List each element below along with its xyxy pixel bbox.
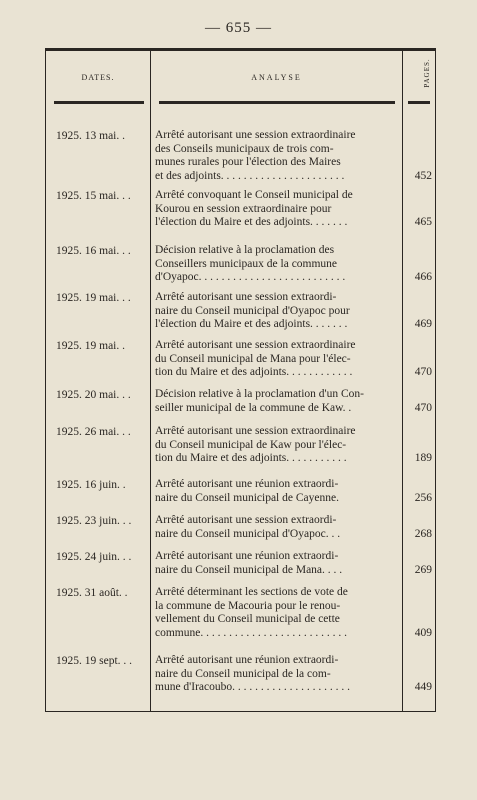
entry-analysis-line: mune d'Iracoubo. . . . . . . . . . . . . . . . . . . . .: [155, 681, 350, 694]
entry-analysis: [155, 244, 395, 285]
entry-analysis-line: seiller municipal de la commune de Kaw. .: [155, 401, 352, 414]
entry-analysis-line: Arrêté autorisant une session extraordinaire: [155, 339, 356, 351]
entry-date: 1925. 19 mai. .: [56, 340, 125, 352]
entry-analysis-line: commune. . . . . . . . . . . . . . . . . . . . . . . . . .: [155, 626, 347, 639]
header-analyse: ANALYSE: [251, 73, 302, 82]
entry-date: 1925. 13 mai. .: [56, 130, 125, 142]
entry-analysis: [155, 425, 395, 466]
entry-analysis-line: vellement du Conseil municipal de cette: [155, 613, 340, 626]
entry-analysis-line: naire du Conseil municipal d'Oyapoc. . .: [155, 527, 341, 540]
entry-analysis: [155, 129, 395, 183]
header-pages: PAGES.: [423, 58, 431, 88]
entry-date: 1925. 26 mai. . .: [56, 426, 131, 438]
header-rule: [408, 101, 430, 104]
entry-page: 452: [414, 169, 432, 182]
entry-page: 466: [414, 271, 432, 284]
entry-page: 409: [414, 626, 432, 639]
entry-analysis-line: naire du Conseil municipal de Mana. . . .: [155, 563, 343, 576]
entry-analysis-line: des Conseils municipaux de trois com-: [155, 142, 334, 155]
entry-date: 1925. 31 août. .: [56, 587, 128, 599]
entry-analysis: [155, 586, 395, 640]
entry-analysis-line: du Conseil municipal de Mana pour l'élec-: [155, 352, 351, 365]
entry-analysis: [155, 654, 395, 695]
entry-page: 189: [414, 452, 432, 465]
entry-analysis-line: et des adjoints. . . . . . . . . . . . . . . . . . . . . .: [155, 169, 345, 182]
entry-analysis-line: Arrêté autorisant une réunion extraordi-: [155, 654, 339, 666]
entry-analysis: [155, 189, 395, 230]
entry-analysis-line: Arrêté autorisant une réunion extraordi-: [155, 478, 339, 490]
entry-analysis-line: naire du Conseil municipal de Cayenne.: [155, 491, 339, 504]
entry-analysis: [155, 291, 395, 332]
entry-analysis-line: naire du Conseil municipal de la com-: [155, 667, 331, 680]
entry-page: 470: [414, 366, 432, 379]
entry-date: 1925. 19 mai. . .: [56, 292, 131, 304]
entry-analysis-line: d'Oyapoc. . . . . . . . . . . . . . . . . . . . . . . . . .: [155, 271, 346, 284]
entry-page: 470: [414, 401, 432, 414]
entry-analysis-line: Arrêté déterminant les sections de vote de: [155, 586, 348, 598]
entry-analysis: [155, 478, 395, 505]
entry-analysis-line: du Conseil municipal de Kaw pour l'élec-: [155, 438, 347, 451]
entry-analysis: [155, 339, 395, 380]
header-rule: [159, 101, 395, 104]
entry-date: 1925. 15 mai. . .: [56, 190, 131, 202]
entry-page: 465: [414, 216, 432, 229]
entry-date: 1925. 19 sept. . .: [56, 655, 133, 667]
header-dates: DATES.: [81, 73, 115, 82]
entry-date: 1925. 24 juin. . .: [56, 551, 132, 563]
entry-analysis-line: Arrêté autorisant une session extraordi-: [155, 291, 337, 303]
entry-analysis-line: Arrêté autorisant une session extraordinaire: [155, 425, 356, 437]
entry-date: 1925. 16 juin. .: [56, 479, 126, 491]
entry-page: 469: [414, 318, 432, 331]
entry-date: 1925. 20 mai. . .: [56, 389, 131, 401]
entry-page: 449: [414, 681, 432, 694]
header-rule: [54, 101, 144, 104]
entry-analysis: [155, 388, 395, 415]
entry-date: 1925. 23 juin. . .: [56, 515, 132, 527]
column-divider-dates: [150, 51, 151, 711]
entry-analysis-line: tion du Maire et des adjoints. . . . . . . . . . . .: [155, 366, 353, 379]
entry-analysis-line: tion du Maire et des adjoints. . . . . . . . . . .: [155, 452, 347, 465]
entry-analysis: [155, 550, 395, 577]
entry-analysis-line: Arrêté autorisant une session extraordinaire: [155, 129, 356, 141]
column-divider-pages: [402, 51, 403, 711]
entry-analysis-line: Arrêté autorisant une session extraordi-: [155, 514, 337, 526]
entry-analysis-line: Décision relative à la proclamation d'un Con-: [155, 388, 365, 400]
entry-analysis-line: Arrêté autorisant une réunion extraordi-: [155, 550, 339, 562]
entry-analysis-line: l'élection du Maire et des adjoints. . . . . . .: [155, 216, 348, 229]
entry-analysis: [155, 514, 395, 541]
entry-page: 268: [414, 527, 432, 540]
entry-analysis-line: naire du Conseil municipal d'Oyapoc pour: [155, 304, 350, 317]
entry-analysis-line: Conseillers municipaux de la commune: [155, 257, 338, 270]
entry-page: 269: [414, 563, 432, 576]
entry-page: 256: [414, 491, 432, 504]
entry-analysis-line: munes rurales pour l'élection des Maires: [155, 156, 341, 169]
entry-analysis-line: l'élection du Maire et des adjoints. . . . . . .: [155, 318, 348, 331]
entry-analysis-line: Kourou en session extraordinaire pour: [155, 202, 332, 215]
entry-date: 1925. 16 mai. . .: [56, 245, 131, 257]
entry-analysis-line: la commune de Macouria pour le renou-: [155, 599, 341, 612]
index-table: [45, 48, 436, 712]
page-number: — 655 —: [205, 20, 272, 36]
entry-analysis-line: Arrêté convoquant le Conseil municipal de: [155, 189, 353, 201]
entry-analysis-line: Décision relative à la proclamation des: [155, 244, 335, 256]
